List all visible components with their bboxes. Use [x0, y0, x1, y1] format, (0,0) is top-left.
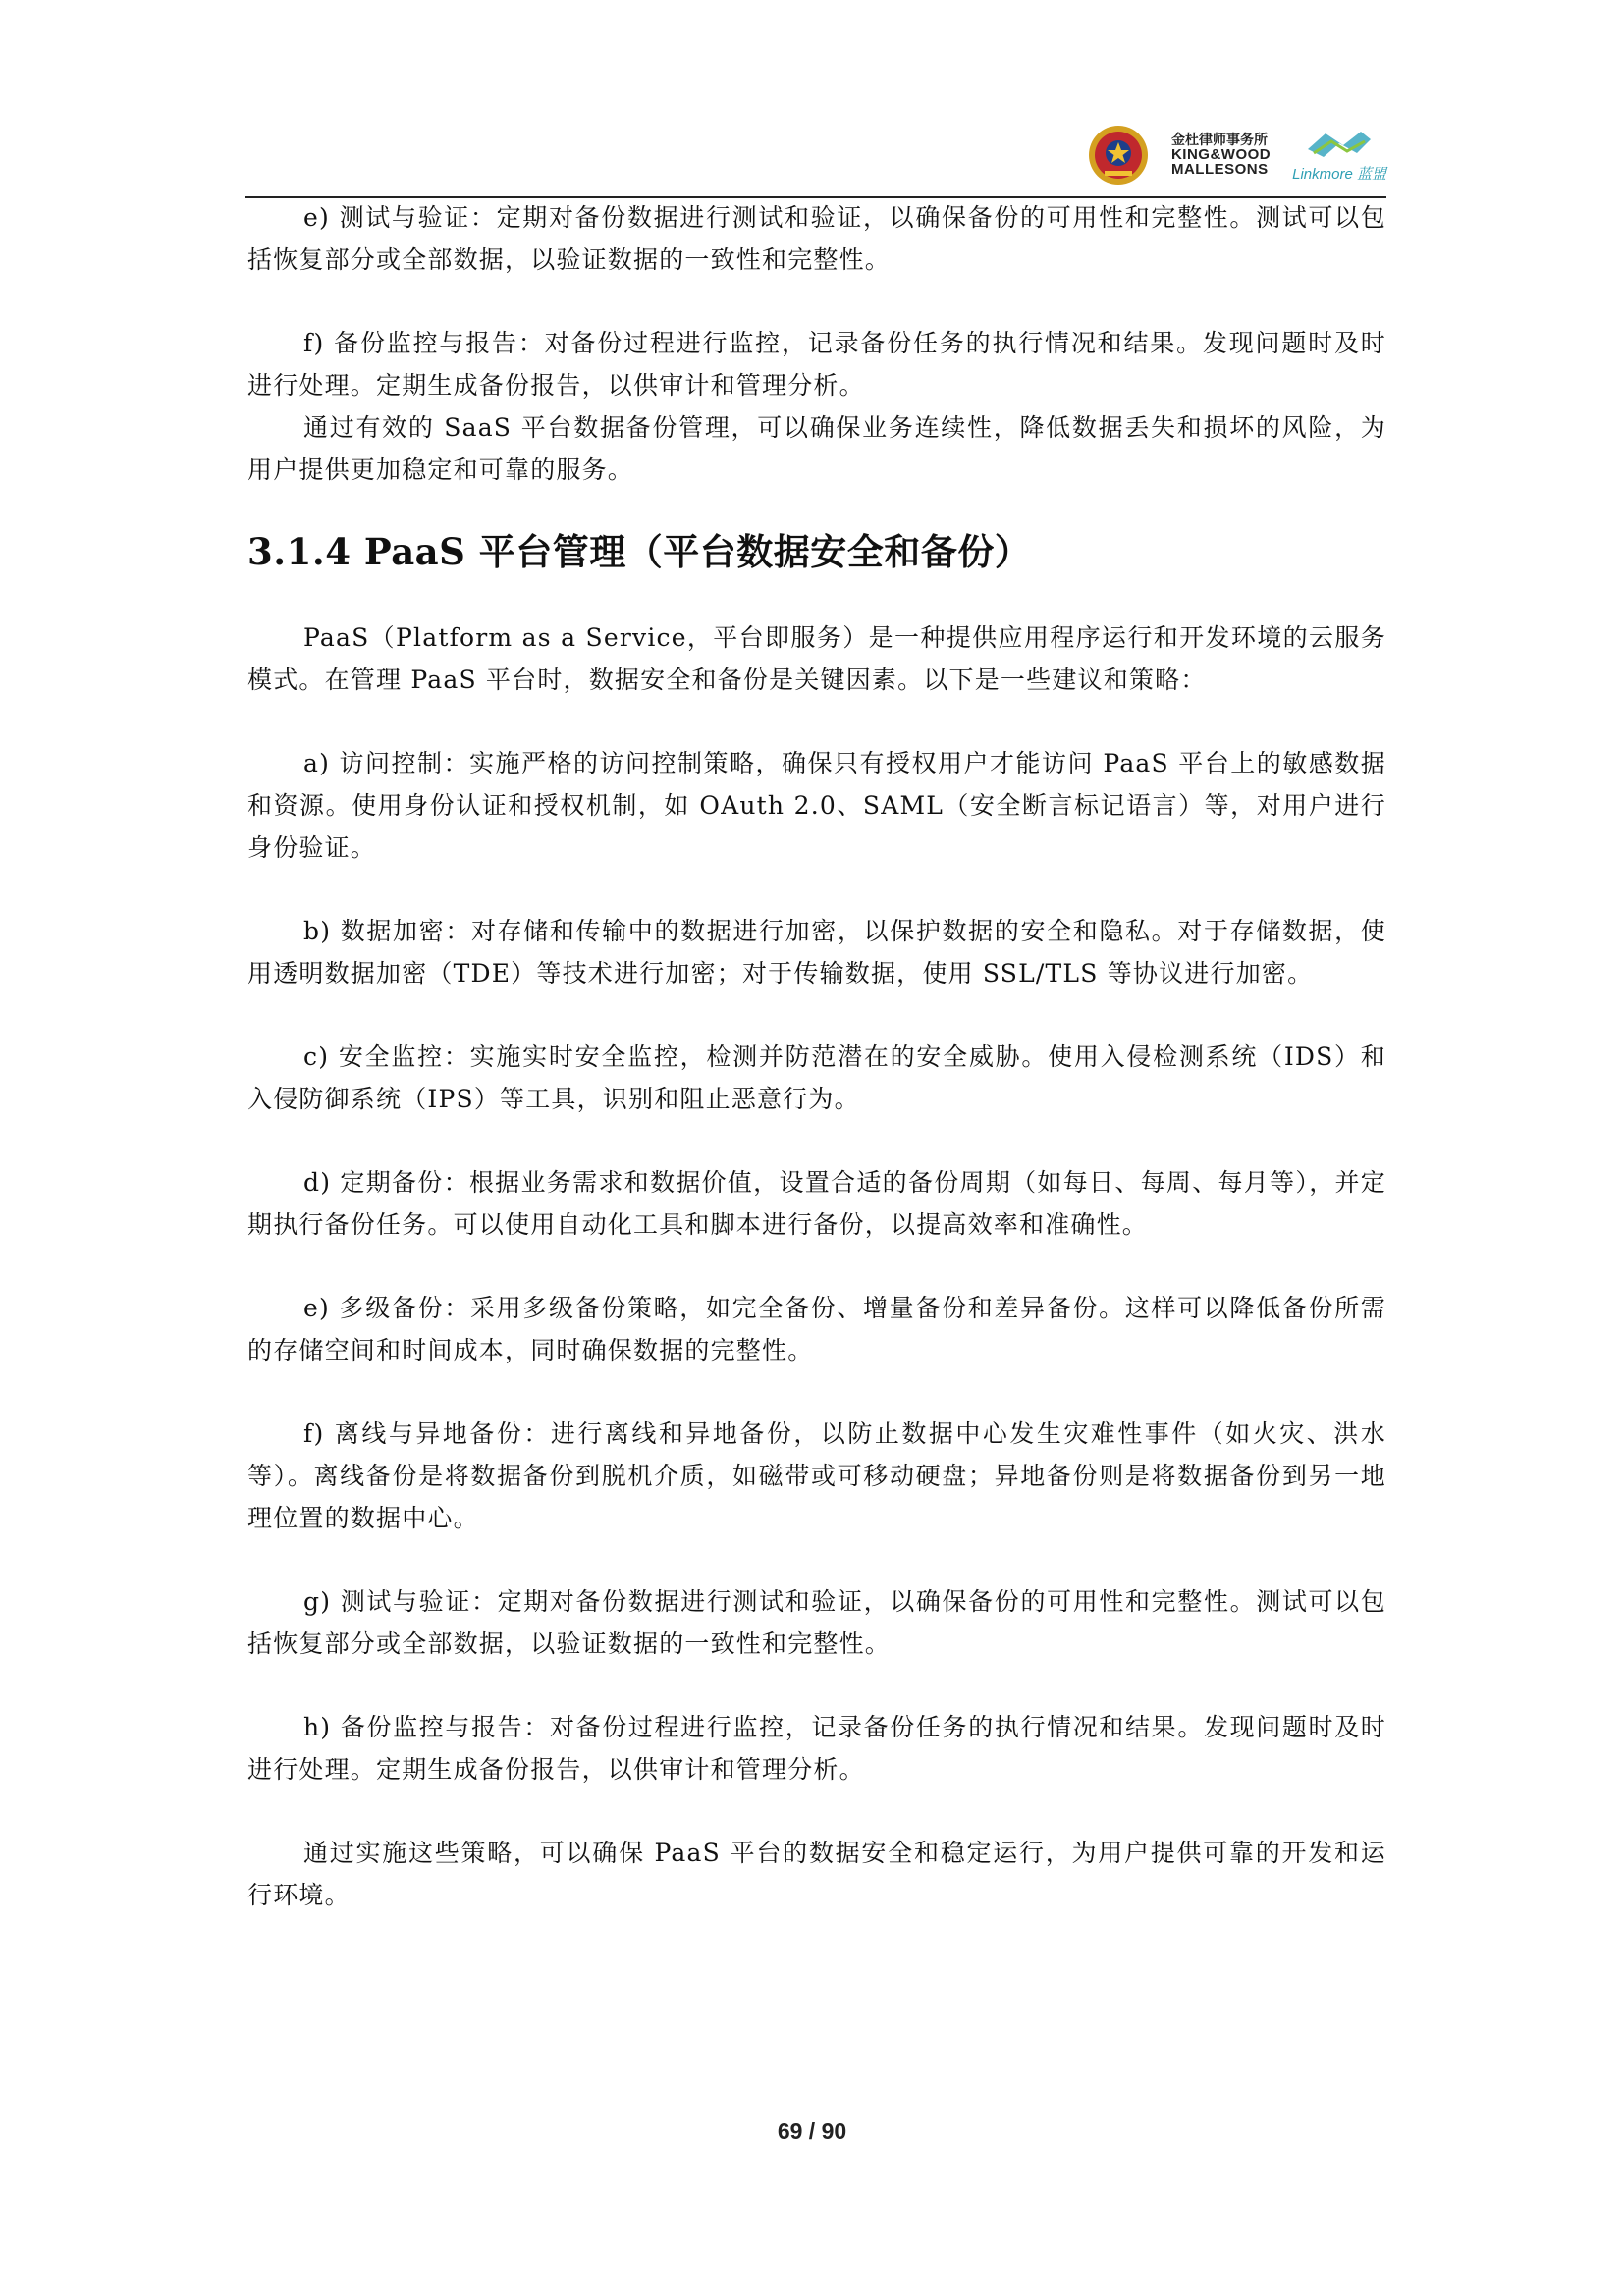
linkmore-logo — [1292, 128, 1386, 184]
paragraph-monitor-report-paas: h) 备份监控与报告：对备份过程进行监控，记录备份任务的执行情况和结果。发现问题时及时进行处理。定期生成备份报告，以供审计和管理分析。 — [247, 1713, 1386, 1784]
section-heading: 3.1.4 PaaS 平台管理（平台数据安全和备份） — [247, 530, 1032, 573]
paragraph-security-monitoring: c) 安全监控：实施实时安全监控，检测并防范潜在的安全威胁。使用入侵检测系统（IDS）和入侵防御系统（IPS）等工具，识别和阻止恶意行为。 — [247, 1042, 1386, 1113]
paragraph-monitor-report-saas: f) 备份监控与报告：对备份过程进行监控，记录备份任务的执行情况和结果。发现问题时及时进行处理。定期生成备份报告，以供审计和管理分析。 — [247, 329, 1386, 400]
paragraph-test-verify-paas: g) 测试与验证：定期对备份数据进行测试和验证，以确保备份的可用性和完整性。测试可以包括恢复部分或全部数据，以验证数据的一致性和完整性。 — [247, 1587, 1386, 1658]
page-header — [245, 116, 1386, 198]
paragraph-multilevel-backup: e) 多级备份：采用多级备份策略，如完全备份、增量备份和差异备份。这样可以降低备份所需的存储空间和时间成本，同时确保数据的完整性。 — [247, 1294, 1386, 1364]
paragraph-saas-summary: 通过有效的 SaaS 平台数据备份管理，可以确保业务连续性，降低数据丢失和损坏的风险，为用户提供更加稳定和可靠的服务。 — [247, 413, 1386, 484]
document-body — [247, 196, 1386, 1916]
kwm-cn-name: 金杜律师事务所 — [1170, 131, 1268, 147]
paragraph-paas-summary: 通过实施这些策略，可以确保 PaaS 平台的数据安全和稳定运行，为用户提供可靠的开发和运行环境。 — [247, 1839, 1386, 1909]
paragraph-test-verify-saas: e) 测试与验证：定期对备份数据进行测试和验证，以确保备份的可用性和完整性。测试可以包括恢复部分或全部数据，以验证数据的一致性和完整性。 — [247, 203, 1386, 274]
paragraph-access-control: a) 访问控制：实施严格的访问控制策略，确保只有授权用户才能访问 PaaS 平台上的敏感数据和资源。使用身份认证和授权机制，如 OAuth 2.0、SAML（安全断言标记语言）等，对用户进行身份验证。 — [247, 749, 1386, 862]
page-number: 69 / 90 — [777, 2118, 847, 2144]
paragraph-encryption: b) 数据加密：对存储和传输中的数据进行加密，以保护数据的安全和隐私。对于存储数据，使用透明数据加密（TDE）等技术进行加密；对于传输数据，使用 SSL/TLS 等协议进行加密。 — [247, 917, 1386, 988]
kwm-en-line2: MALLESONS — [1170, 161, 1269, 179]
kwm-logo — [1171, 133, 1271, 178]
paragraph-scheduled-backup: d) 定期备份：根据业务需求和数据价值，设置合适的备份周期（如每日、每周、每月等），并定期执行备份任务。可以使用自动化工具和脚本进行备份，以提高效率和准确性。 — [247, 1168, 1386, 1239]
kwm-en-line1: KING&WOOD — [1170, 145, 1272, 163]
linkmore-text: Linkmore 蓝盟 — [1292, 165, 1386, 183]
paragraph-offline-offsite-backup: f) 离线与异地备份：进行离线和异地备份，以防止数据中心发生灾难性事件（如火灾、洪水等）。离线备份是将数据备份到脱机介质，如磁带或可移动硬盘；异地备份则是将数据备份到另一地理位置的数据中心。 — [247, 1419, 1386, 1532]
paragraph-paas-intro: PaaS（Platform as a Service，平台即服务）是一种提供应用程序运行和开发环境的云服务模式。在管理 PaaS 平台时，数据安全和备份是关键因素。以下是一些建议和策略： — [247, 623, 1386, 694]
header-logos — [1087, 116, 1386, 194]
police-emblem-icon — [1087, 124, 1150, 187]
linkmore-mark-icon — [1304, 128, 1375, 163]
